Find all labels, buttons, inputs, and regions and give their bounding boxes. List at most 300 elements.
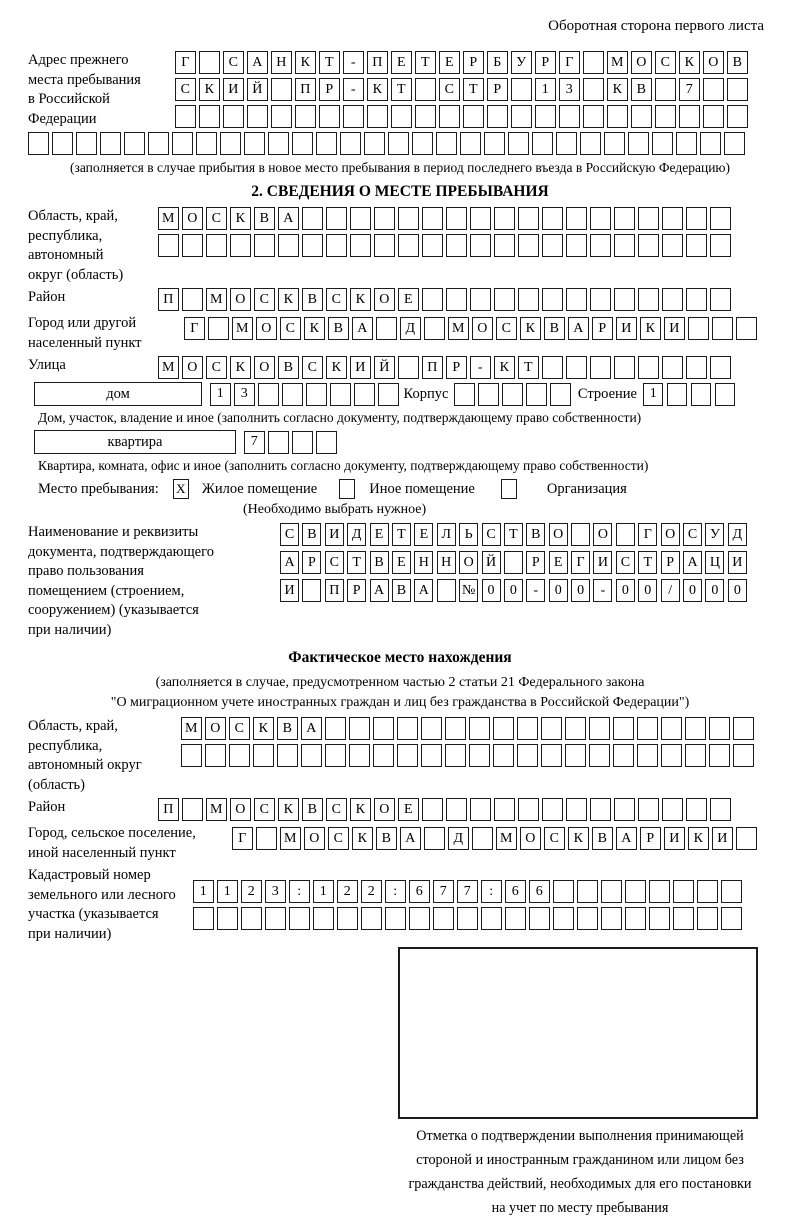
char-cell[interactable]: А [352,317,373,340]
char-cell[interactable] [388,132,409,155]
char-cell[interactable] [662,356,683,379]
char-cell[interactable] [517,744,538,767]
char-cell[interactable]: А [301,717,322,740]
char-cell[interactable]: С [482,523,501,546]
char-cell[interactable] [628,132,649,155]
char-cell[interactable]: К [494,356,515,379]
char-cell[interactable]: К [326,356,347,379]
char-cell[interactable] [289,907,310,930]
char-cell[interactable]: П [158,288,179,311]
char-cell[interactable] [625,880,646,903]
char-cell[interactable] [494,207,515,230]
char-cell[interactable] [350,207,371,230]
char-cell[interactable] [265,907,286,930]
char-cell[interactable] [736,827,757,850]
char-cell[interactable]: К [278,798,299,821]
char-cell[interactable]: П [325,579,344,602]
char-cell[interactable]: С [223,51,244,74]
char-cell[interactable] [607,105,628,128]
char-cell[interactable] [494,288,515,311]
char-cell[interactable] [614,798,635,821]
char-cell[interactable]: М [280,827,301,850]
char-cell[interactable] [613,744,634,767]
char-cell[interactable] [566,207,587,230]
char-cell[interactable]: И [664,317,685,340]
char-cell[interactable]: Е [398,288,419,311]
char-cell[interactable]: Д [347,523,366,546]
char-cell[interactable] [446,207,467,230]
char-cell[interactable] [566,288,587,311]
char-cell[interactable]: С [326,798,347,821]
char-cell[interactable] [470,207,491,230]
char-cell[interactable]: Е [549,551,568,574]
char-cell[interactable]: 7 [433,880,454,903]
char-cell[interactable] [422,207,443,230]
char-cell[interactable]: В [302,288,323,311]
char-cell[interactable]: Р [463,51,484,74]
char-cell[interactable] [349,717,370,740]
char-cell[interactable]: С [206,356,227,379]
char-cell[interactable]: С [655,51,676,74]
char-cell[interactable] [733,717,754,740]
char-cell[interactable] [76,132,97,155]
char-cell[interactable] [302,207,323,230]
char-cell[interactable] [601,880,622,903]
char-cell[interactable]: В [370,551,389,574]
char-cell[interactable]: Т [415,51,436,74]
char-cell[interactable]: Ь [459,523,478,546]
char-cell[interactable] [614,234,635,257]
char-cell[interactable]: К [607,78,628,101]
char-cell[interactable] [484,132,505,155]
char-cell[interactable]: Й [247,78,268,101]
char-cell[interactable] [302,234,323,257]
char-cell[interactable] [541,744,562,767]
char-cell[interactable] [673,907,694,930]
char-cell[interactable] [700,132,721,155]
char-cell[interactable] [727,78,748,101]
char-cell[interactable]: О [254,356,275,379]
char-cell[interactable]: И [593,551,612,574]
char-cell[interactable]: О [182,356,203,379]
char-cell[interactable]: - [470,356,491,379]
char-cell[interactable] [580,132,601,155]
char-cell[interactable]: - [526,579,545,602]
char-cell[interactable] [613,717,634,740]
char-cell[interactable] [590,798,611,821]
char-cell[interactable]: В [727,51,748,74]
char-cell[interactable]: Р [319,78,340,101]
char-cell[interactable]: : [289,880,310,903]
char-cell[interactable]: К [253,717,274,740]
char-cell[interactable] [697,907,718,930]
char-cell[interactable] [292,132,313,155]
char-cell[interactable] [662,234,683,257]
char-cell[interactable]: А [414,579,433,602]
char-cell[interactable]: В [376,827,397,850]
char-cell[interactable] [583,78,604,101]
char-cell[interactable]: Ц [705,551,724,574]
char-cell[interactable] [271,105,292,128]
char-cell[interactable]: А [280,551,299,574]
char-cell[interactable] [703,78,724,101]
char-cell[interactable]: А [278,207,299,230]
char-cell[interactable] [439,105,460,128]
char-cell[interactable]: И [223,78,244,101]
char-cell[interactable] [463,105,484,128]
char-cell[interactable] [326,234,347,257]
char-cell[interactable]: К [350,798,371,821]
char-cell[interactable] [733,744,754,767]
char-cell[interactable]: С [616,551,635,574]
char-cell[interactable] [583,51,604,74]
char-cell[interactable]: К [679,51,700,74]
char-cell[interactable] [532,132,553,155]
char-cell[interactable] [433,907,454,930]
char-cell[interactable] [470,234,491,257]
char-cell[interactable] [673,880,694,903]
char-cell[interactable]: В [544,317,565,340]
house-type-field[interactable]: дом [34,382,202,406]
char-cell[interactable]: М [607,51,628,74]
char-cell[interactable] [208,317,229,340]
char-cell[interactable]: 1 [313,880,334,903]
char-cell[interactable] [529,907,550,930]
char-cell[interactable] [436,132,457,155]
char-cell[interactable] [637,717,658,740]
char-cell[interactable] [282,383,303,406]
char-cell[interactable] [616,523,635,546]
char-cell[interactable]: С [280,523,299,546]
char-cell[interactable]: Н [271,51,292,74]
char-cell[interactable]: 2 [241,880,262,903]
char-cell[interactable] [181,744,202,767]
char-cell[interactable] [614,356,635,379]
char-cell[interactable]: С [496,317,517,340]
char-cell[interactable]: О [256,317,277,340]
char-cell[interactable] [391,105,412,128]
char-cell[interactable] [649,907,670,930]
char-cell[interactable]: 0 [683,579,702,602]
char-cell[interactable] [277,744,298,767]
char-cell[interactable]: 2 [337,880,358,903]
char-cell[interactable]: 6 [505,880,526,903]
char-cell[interactable] [559,105,580,128]
char-cell[interactable]: - [343,78,364,101]
char-cell[interactable]: У [705,523,724,546]
char-cell[interactable]: К [230,207,251,230]
char-cell[interactable]: С [683,523,702,546]
char-cell[interactable] [349,744,370,767]
char-cell[interactable] [721,907,742,930]
char-cell[interactable] [241,907,262,930]
char-cell[interactable]: - [593,579,612,602]
char-cell[interactable] [376,317,397,340]
char-cell[interactable] [662,288,683,311]
char-cell[interactable]: О [549,523,568,546]
char-cell[interactable] [686,356,707,379]
char-cell[interactable]: О [374,798,395,821]
char-cell[interactable] [199,51,220,74]
char-cell[interactable] [223,105,244,128]
char-cell[interactable] [685,717,706,740]
char-cell[interactable] [268,431,289,454]
char-cell[interactable]: В [254,207,275,230]
char-cell[interactable]: Т [518,356,539,379]
char-cell[interactable] [724,132,745,155]
char-cell[interactable]: 0 [728,579,747,602]
char-cell[interactable] [487,105,508,128]
char-cell[interactable] [649,880,670,903]
char-cell[interactable]: С [325,551,344,574]
char-cell[interactable]: М [181,717,202,740]
char-cell[interactable] [566,356,587,379]
char-cell[interactable]: У [511,51,532,74]
char-cell[interactable] [590,234,611,257]
char-cell[interactable] [354,383,375,406]
char-cell[interactable] [590,356,611,379]
char-cell[interactable]: 0 [482,579,501,602]
char-cell[interactable] [398,207,419,230]
char-cell[interactable] [271,78,292,101]
char-cell[interactable] [253,744,274,767]
char-cell[interactable]: А [568,317,589,340]
char-cell[interactable] [566,798,587,821]
char-cell[interactable] [256,827,277,850]
char-cell[interactable] [542,798,563,821]
char-cell[interactable]: К [230,356,251,379]
char-cell[interactable]: Р [302,551,321,574]
char-cell[interactable] [526,383,547,406]
char-cell[interactable]: О [205,717,226,740]
char-cell[interactable] [535,105,556,128]
char-cell[interactable] [709,744,730,767]
char-cell[interactable]: Р [535,51,556,74]
char-cell[interactable] [583,105,604,128]
char-cell[interactable] [398,356,419,379]
char-cell[interactable]: 1 [193,880,214,903]
char-cell[interactable] [494,234,515,257]
char-cell[interactable]: М [206,288,227,311]
char-cell[interactable]: : [481,880,502,903]
char-cell[interactable]: 1 [217,880,238,903]
char-cell[interactable]: И [325,523,344,546]
char-cell[interactable]: Р [661,551,680,574]
char-cell[interactable] [686,288,707,311]
char-cell[interactable] [100,132,121,155]
char-cell[interactable] [518,234,539,257]
char-cell[interactable]: К [295,51,316,74]
char-cell[interactable] [715,383,736,406]
char-cell[interactable]: А [400,827,421,850]
char-cell[interactable]: Т [392,523,411,546]
char-cell[interactable]: Й [482,551,501,574]
char-cell[interactable] [196,132,217,155]
char-cell[interactable]: Р [526,551,545,574]
char-cell[interactable] [409,907,430,930]
char-cell[interactable] [469,744,490,767]
char-cell[interactable]: О [661,523,680,546]
char-cell[interactable]: Е [398,798,419,821]
char-cell[interactable]: В [526,523,545,546]
char-cell[interactable] [703,105,724,128]
char-cell[interactable]: 1 [210,383,231,406]
char-cell[interactable]: - [343,51,364,74]
char-cell[interactable] [614,207,635,230]
char-cell[interactable]: С [326,288,347,311]
char-cell[interactable]: Т [638,551,657,574]
char-cell[interactable]: 0 [638,579,657,602]
char-cell[interactable] [518,288,539,311]
char-cell[interactable] [601,907,622,930]
char-cell[interactable]: Д [448,827,469,850]
char-cell[interactable] [172,132,193,155]
char-cell[interactable] [553,907,574,930]
char-cell[interactable] [446,234,467,257]
char-cell[interactable] [727,105,748,128]
char-cell[interactable]: С [544,827,565,850]
char-cell[interactable] [52,132,73,155]
char-cell[interactable] [566,234,587,257]
char-cell[interactable]: В [277,717,298,740]
char-cell[interactable]: М [158,207,179,230]
char-cell[interactable]: О [230,798,251,821]
char-cell[interactable] [385,907,406,930]
char-cell[interactable]: О [593,523,612,546]
char-cell[interactable]: Й [374,356,395,379]
apartment-type-field[interactable]: квартира [34,430,236,454]
char-cell[interactable]: М [232,317,253,340]
char-cell[interactable]: В [392,579,411,602]
char-cell[interactable]: К [352,827,373,850]
char-cell[interactable] [205,744,226,767]
char-cell[interactable]: 7 [244,431,265,454]
char-cell[interactable] [590,288,611,311]
char-cell[interactable] [193,907,214,930]
char-cell[interactable] [295,105,316,128]
char-cell[interactable]: 3 [559,78,580,101]
char-cell[interactable]: П [158,798,179,821]
char-cell[interactable]: 3 [265,880,286,903]
char-cell[interactable]: П [422,356,443,379]
char-cell[interactable]: К [278,288,299,311]
char-cell[interactable] [502,383,523,406]
char-cell[interactable]: Т [391,78,412,101]
char-cell[interactable]: Р [640,827,661,850]
char-cell[interactable] [542,288,563,311]
char-cell[interactable]: / [661,579,680,602]
char-cell[interactable] [302,579,321,602]
char-cell[interactable]: Л [437,523,456,546]
char-cell[interactable]: В [302,798,323,821]
char-cell[interactable] [505,907,526,930]
char-cell[interactable] [278,234,299,257]
char-cell[interactable] [511,78,532,101]
char-cell[interactable] [469,717,490,740]
char-cell[interactable] [625,907,646,930]
checkbox-other-premise[interactable] [339,479,355,499]
char-cell[interactable] [422,798,443,821]
char-cell[interactable]: Н [437,551,456,574]
char-cell[interactable]: О [703,51,724,74]
char-cell[interactable]: К [199,78,220,101]
char-cell[interactable] [686,798,707,821]
char-cell[interactable] [373,717,394,740]
char-cell[interactable] [292,431,313,454]
char-cell[interactable]: И [280,579,299,602]
char-cell[interactable] [367,105,388,128]
char-cell[interactable] [577,907,598,930]
char-cell[interactable] [254,234,275,257]
char-cell[interactable] [268,132,289,155]
char-cell[interactable] [685,744,706,767]
char-cell[interactable]: А [683,551,702,574]
char-cell[interactable] [397,717,418,740]
char-cell[interactable] [182,798,203,821]
char-cell[interactable] [446,798,467,821]
char-cell[interactable] [655,105,676,128]
char-cell[interactable] [316,132,337,155]
char-cell[interactable] [556,132,577,155]
char-cell[interactable]: : [385,880,406,903]
char-cell[interactable] [340,132,361,155]
char-cell[interactable] [397,744,418,767]
char-cell[interactable] [590,207,611,230]
char-cell[interactable]: И [350,356,371,379]
char-cell[interactable]: 7 [679,78,700,101]
char-cell[interactable] [589,744,610,767]
char-cell[interactable] [230,234,251,257]
char-cell[interactable] [686,234,707,257]
char-cell[interactable] [638,288,659,311]
char-cell[interactable]: № [459,579,478,602]
char-cell[interactable] [638,798,659,821]
char-cell[interactable] [424,317,445,340]
char-cell[interactable]: Р [446,356,467,379]
char-cell[interactable] [631,105,652,128]
char-cell[interactable] [710,288,731,311]
char-cell[interactable] [313,907,334,930]
char-cell[interactable] [182,234,203,257]
char-cell[interactable] [571,523,590,546]
char-cell[interactable]: 7 [457,880,478,903]
char-cell[interactable]: Б [487,51,508,74]
char-cell[interactable]: Т [319,51,340,74]
char-cell[interactable] [374,234,395,257]
char-cell[interactable]: 0 [549,579,568,602]
char-cell[interactable]: Т [504,523,523,546]
char-cell[interactable]: В [302,523,321,546]
char-cell[interactable] [517,717,538,740]
char-cell[interactable] [247,105,268,128]
char-cell[interactable] [373,744,394,767]
char-cell[interactable]: Д [728,523,747,546]
char-cell[interactable] [494,798,515,821]
char-cell[interactable]: О [472,317,493,340]
char-cell[interactable] [710,798,731,821]
char-cell[interactable]: 1 [535,78,556,101]
char-cell[interactable]: М [496,827,517,850]
char-cell[interactable]: И [664,827,685,850]
char-cell[interactable] [460,132,481,155]
char-cell[interactable]: Е [439,51,460,74]
char-cell[interactable] [508,132,529,155]
char-cell[interactable] [688,317,709,340]
char-cell[interactable]: 1 [643,383,664,406]
char-cell[interactable] [542,207,563,230]
char-cell[interactable] [697,880,718,903]
char-cell[interactable] [667,383,688,406]
